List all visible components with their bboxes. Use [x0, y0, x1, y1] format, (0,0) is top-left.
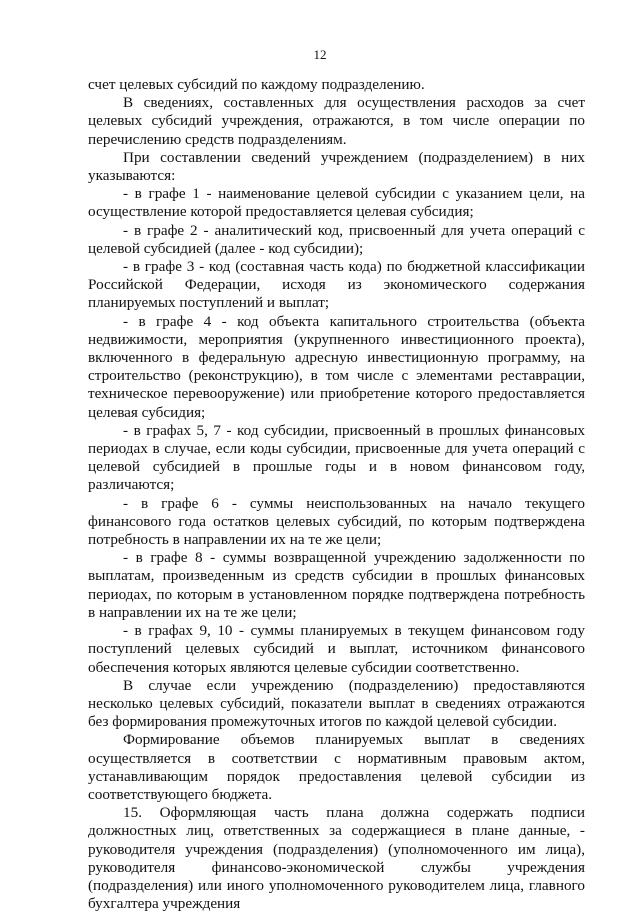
page-number: 12: [313, 47, 327, 62]
paragraph-columns-intro: При составлении сведений учреждением (подразделением) в них указываются:: [88, 148, 585, 185]
paragraph-column-8: - в графе 8 - суммы возвращенной учреждению задолженности по выплатам, произведенным из средств субсидии в прошлых финансовых периодах, по которым в установленном порядке подтверждена потребность в направлении их на те же цели;: [88, 549, 585, 621]
document-body: [88, 76, 585, 913]
paragraph-column-4: - в графе 4 - код объекта капитального строительства (объекта недвижимости, мероприятия (укрупненного инвестиционного проекта), включенного в федеральную адресную инвестиционную программу, на строительство (реконструкцию), в том числе с элементами реставрации, техническое перевооружение) или приобретение которого предоставляется целевая субсидия;: [88, 312, 585, 421]
paragraph-section-15: 15. Оформляющая часть плана должна содержать подписи должностных лиц, ответственных за содержащиеся в плане данные, - руководителя учреждения (подразделения) (уполномоченного им лица), руководителя финансово-экономической службы учреждения (подразделения) или иного уполномоченного руководителем лица, главного бухгалтера учреждения: [88, 804, 585, 913]
paragraph-column-3: - в графе 3 - код (составная часть кода) по бюджетной классификации Российской Федерации, исходя из экономического содержания планируемых поступлений и выплат;: [88, 258, 585, 312]
paragraph-multiple-subsidies: В случае если учреждению (подразделению) предоставляются несколько целевых субсидий, показатели выплат в сведениях отражаются без формирования промежуточных итогов по каждой целевой субсидии.: [88, 676, 585, 731]
paragraph-columns-9-10: - в графах 9, 10 - суммы планируемых в текущем финансовом году поступлений целевых субсидий и выплат, источником финансового обеспечения которых являются целевые субсидии соответственно.: [88, 622, 585, 676]
paragraph-column-6: - в графе 6 - суммы неиспользованных на начало текущего финансового года остатков целевых субсидий, по которым подтверждена потребность в направлении их на те же цели;: [88, 494, 585, 549]
paragraph-columns-5-7: - в графах 5, 7 - код субсидии, присвоенный в прошлых финансовых периодах в случае, если коды субсидии, присвоенные для учета операций с целевой субсидией в прошлые годы и в новом финансовом году, различаются;: [88, 421, 585, 494]
paragraph-subsidies-info: В сведениях, составленных для осуществления расходов за счет целевых субсидий учреждения, отражаются, в том числе операции по перечислению средств подразделениям.: [88, 94, 585, 148]
paragraph-payment-volumes: Формирование объемов планируемых выплат в сведениях осуществляется в соответствии с нормативным правовым актом, устанавливающим порядок предоставления целевой субсидии из соответствующего бюджета.: [88, 731, 585, 803]
paragraph-column-1: - в графе 1 - наименование целевой субсидии с указанием цели, на осуществление которой предоставляется целевая субсидия;: [88, 185, 585, 221]
paragraph-continuation: счет целевых субсидий по каждому подразделению.: [88, 76, 425, 93]
paragraph-column-2: - в графе 2 - аналитический код, присвоенный для учета операций с целевой субсидией (далее - код субсидии);: [88, 221, 585, 257]
